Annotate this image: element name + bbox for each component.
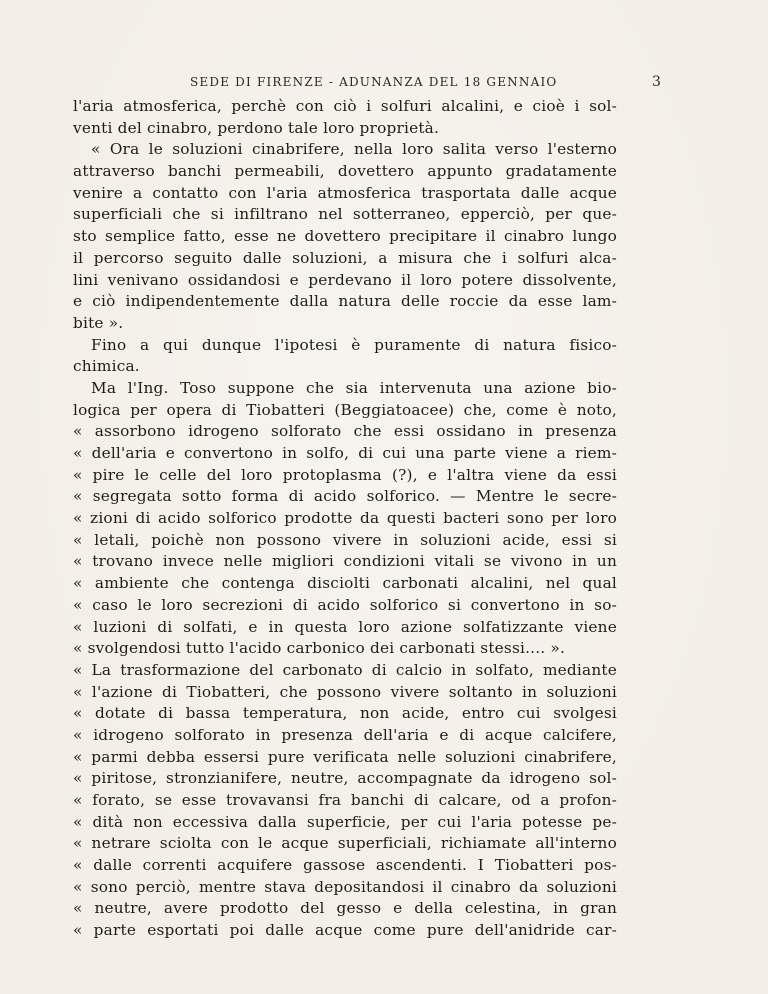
- text-line: « pire le celle del loro protoplasma (?), e l'altra viene da essi: [73, 465, 617, 484]
- text-line: chimica.: [73, 357, 140, 376]
- page-number: 3: [652, 74, 661, 90]
- text-line: « La trasformazione del carbonato di calcio in solfato, mediante: [73, 660, 617, 679]
- text-line: « segregata sotto forma di acido solforico. — Mentre le secre-: [73, 487, 617, 506]
- text-line: « dità non eccessiva dalla superficie, per cui l'aria potesse pe-: [73, 812, 617, 831]
- text-line: il percorso seguito dalle soluzioni, a misura che i solfuri alca-: [73, 248, 617, 267]
- text-line: « Ora le soluzioni cinabrifere, nella loro salita verso l'esterno: [91, 140, 617, 159]
- text-line: « svolgendosi tutto l'acido carbonico dei carbonati stessi.... ».: [73, 639, 566, 658]
- text-line: « parmi debba essersi pure verificata nelle soluzioni cinabrifere,: [73, 747, 617, 766]
- text-line: « dell'aria e convertono in solfo, di cui una parte viene a riem-: [73, 444, 617, 462]
- text-line: e ciò indipendentemente dalla natura delle roccie da esse lam-: [73, 292, 617, 311]
- body-text: [73, 96, 617, 942]
- text-line: « ambiente che contenga disciolti carbonati alcalini, nel qual: [73, 574, 617, 593]
- text-line: « neutre, avere prodotto del gesso e della celestina, in gran: [73, 899, 617, 918]
- text-line: « caso le loro secrezioni di acido solforico si convertono in so-: [73, 595, 617, 614]
- text-line: lini venivano ossidandosi e perdevano il loro potere dissolvente,: [73, 270, 617, 289]
- text-line: venire a contatto con l'aria atmosferica trasportata dalle acque: [73, 183, 617, 202]
- text-line: l'aria atmosferica, perchè con ciò i solfuri alcalini, e cioè i sol-: [73, 97, 617, 115]
- text-line: Ma l'Ing. Toso suppone che sia intervenuta una azione bio-: [91, 378, 617, 397]
- text-line: Fino a qui dunque l'ipotesi è puramente di natura fisico-: [91, 335, 617, 354]
- text-line: « dalle correnti acquifere gassose ascendenti. I Tiobatteri pos-: [73, 856, 617, 875]
- text-line: « assorbono idrogeno solforato che essi ossidano in presenza: [73, 422, 617, 441]
- text-line: bite ».: [73, 313, 124, 332]
- text-line: logica per opera di Tiobatteri (Beggiatoacee) che, come è noto,: [73, 400, 617, 419]
- text-line: « dotate di bassa temperatura, non acide, entro cui svolgesi: [73, 704, 617, 723]
- text-line: « sono perciò, mentre stava depositandosi il cinabro da soluzioni: [73, 877, 617, 896]
- text-line: « forato, se esse trovavansi fra banchi di calcare, od a profon-: [73, 791, 617, 809]
- text-line: superficiali che si infiltrano nel sotterraneo, epperciò, per que-: [73, 205, 617, 224]
- text-line: « l'azione di Tiobatteri, che possono vivere soltanto in soluzioni: [73, 682, 617, 701]
- text-line: « netrare sciolta con le acque superficiali, richiamate all'interno: [73, 834, 617, 853]
- text-line: venti del cinabro, perdono tale loro proprietà.: [73, 118, 440, 137]
- text-line: « luzioni di solfati, e in questa loro azione solfatizzante viene: [73, 617, 617, 636]
- running-title: SEDE DI FIRENZE - ADUNANZA DEL 18 GENNAIO: [190, 75, 558, 89]
- text-line: « zioni di acido solforico prodotte da questi bacteri sono per loro: [73, 509, 617, 528]
- text-line: attraverso banchi permeabili, dovettero appunto gradatamente: [73, 162, 617, 181]
- text-line: « piritose, stronzianifere, neutre, accompagnate da idrogeno sol-: [73, 769, 617, 788]
- text-line: « letali, poichè non possono vivere in soluzioni acide, essi si: [73, 530, 617, 549]
- text-line: « parte esportati poi dalle acque come pure dell'anidride car-: [73, 921, 617, 940]
- text-line: « trovano invece nelle migliori condizioni vitali se vivono in un: [73, 552, 617, 571]
- text-line: sto semplice fatto, esse ne dovettero precipitare il cinabro lungo: [73, 227, 617, 246]
- text-line: « idrogeno solforato in presenza dell'aria e di acque calcifere,: [73, 725, 617, 744]
